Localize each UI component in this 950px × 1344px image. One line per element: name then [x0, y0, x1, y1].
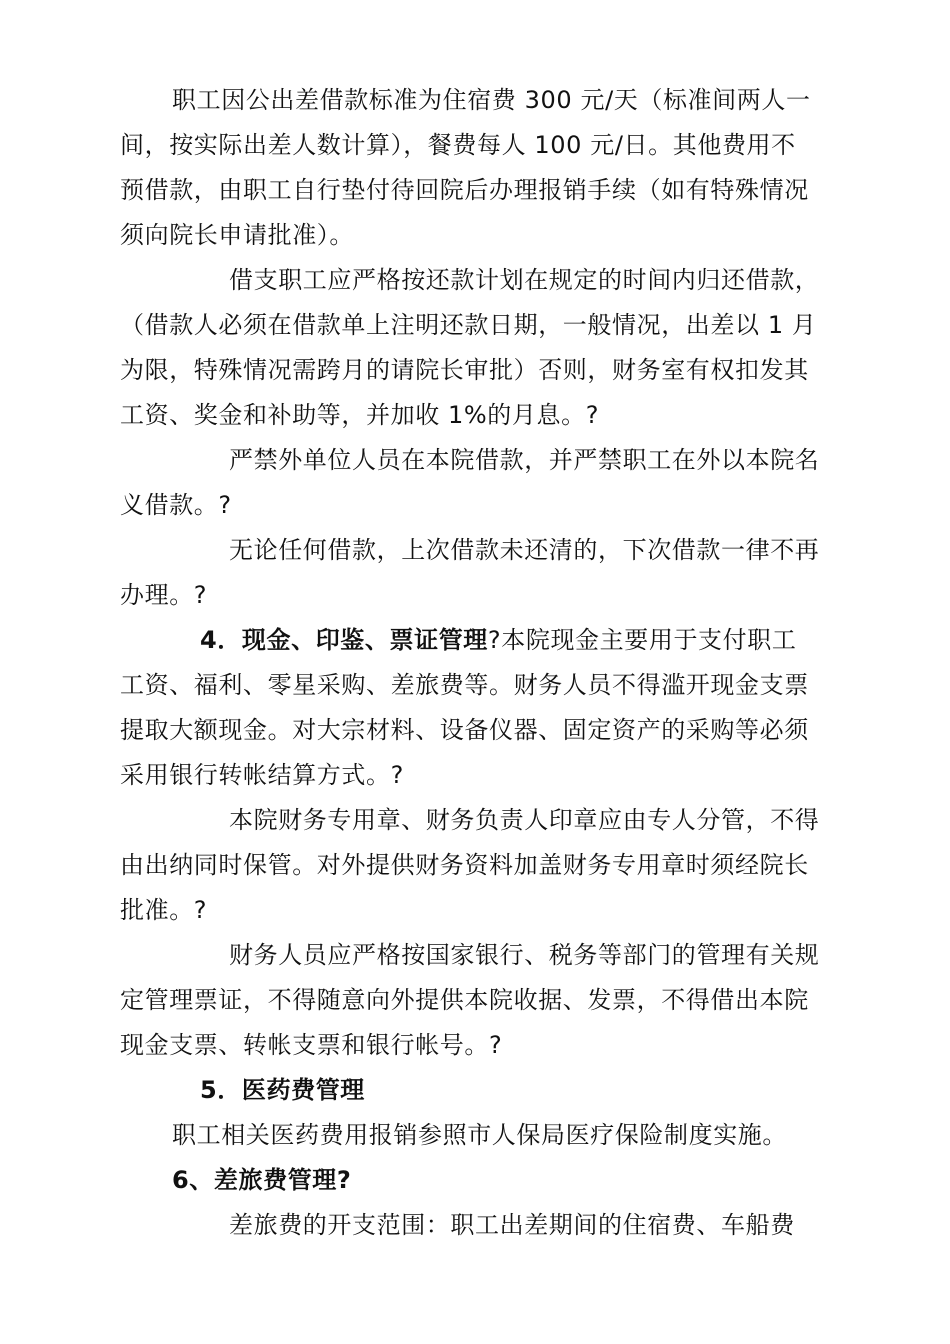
paragraph-line: 职工相关医药费用报销参照市人保局医疗保险制度实施。	[172, 1121, 787, 1149]
paragraph-line: 须向院长申请批准）。	[120, 221, 354, 249]
paragraph-line: 义借款。?	[120, 491, 232, 519]
section-4-first-line	[200, 624, 796, 656]
paragraph-line: 提取大额现金。对大宗材料、设备仪器、固定资产的采购等必须	[120, 716, 809, 744]
paragraph-line: 差旅费的开支范围：职工出差期间的住宿费、车船费	[229, 1211, 795, 1239]
paragraph-line: 借支职工应严格按还款计划在规定的时间内归还借款，	[229, 266, 820, 294]
paragraph-line: 现金支票、转帐支票和银行帐号。?	[120, 1031, 503, 1059]
section-4-heading: 4．现金、印鉴、票证管理	[200, 626, 488, 654]
paragraph-line: 定管理票证，不得随意向外提供本院收据、发票，不得借出本院	[120, 986, 809, 1014]
section-5-heading: 5．医药费管理	[200, 1076, 365, 1104]
paragraph-line: 批准。?	[120, 896, 208, 924]
paragraph-line: 由出纳同时保管。对外提供财务资料加盖财务专用章时须经院长	[120, 851, 809, 879]
section-6-heading: 6、差旅费管理?	[172, 1166, 352, 1194]
paragraph-line: 财务人员应严格按国家银行、税务等部门的管理有关规	[229, 941, 820, 969]
paragraph-line: （借款人必须在借款单上注明还款日期，一般情况，出差以 1 月	[120, 311, 817, 339]
paragraph-line: 职工因公出差借款标准为住宿费 300 元/天（标准间两人一	[172, 86, 811, 114]
paragraph-line: 严禁外单位人员在本院借款，并严禁职工在外以本院名	[229, 446, 820, 474]
paragraph-line: 办理。?	[120, 581, 208, 609]
section-4-text: ?本院现金主要用于支付职工	[487, 626, 797, 654]
paragraph-line: 间，按实际出差人数计算），餐费每人 100 元/日。其他费用不	[120, 131, 796, 159]
paragraph-line: 工资、奖金和补助等，并加收 1%的月息。?	[120, 401, 600, 429]
paragraph-line: 工资、福利、零星采购、差旅费等。财务人员不得滥开现金支票	[120, 671, 809, 699]
paragraph-line: 预借款，由职工自行垫付待回院后办理报销手续（如有特殊情况	[120, 176, 809, 204]
paragraph-line: 为限，特殊情况需跨月的请院长审批）否则，财务室有权扣发其	[120, 356, 809, 384]
paragraph-line: 本院财务专用章、财务负责人印章应由专人分管，不得	[229, 806, 820, 834]
paragraph-line: 采用银行转帐结算方式。?	[120, 761, 404, 789]
paragraph-line: 无论任何借款，上次借款未还清的，下次借款一律不再	[229, 536, 820, 564]
